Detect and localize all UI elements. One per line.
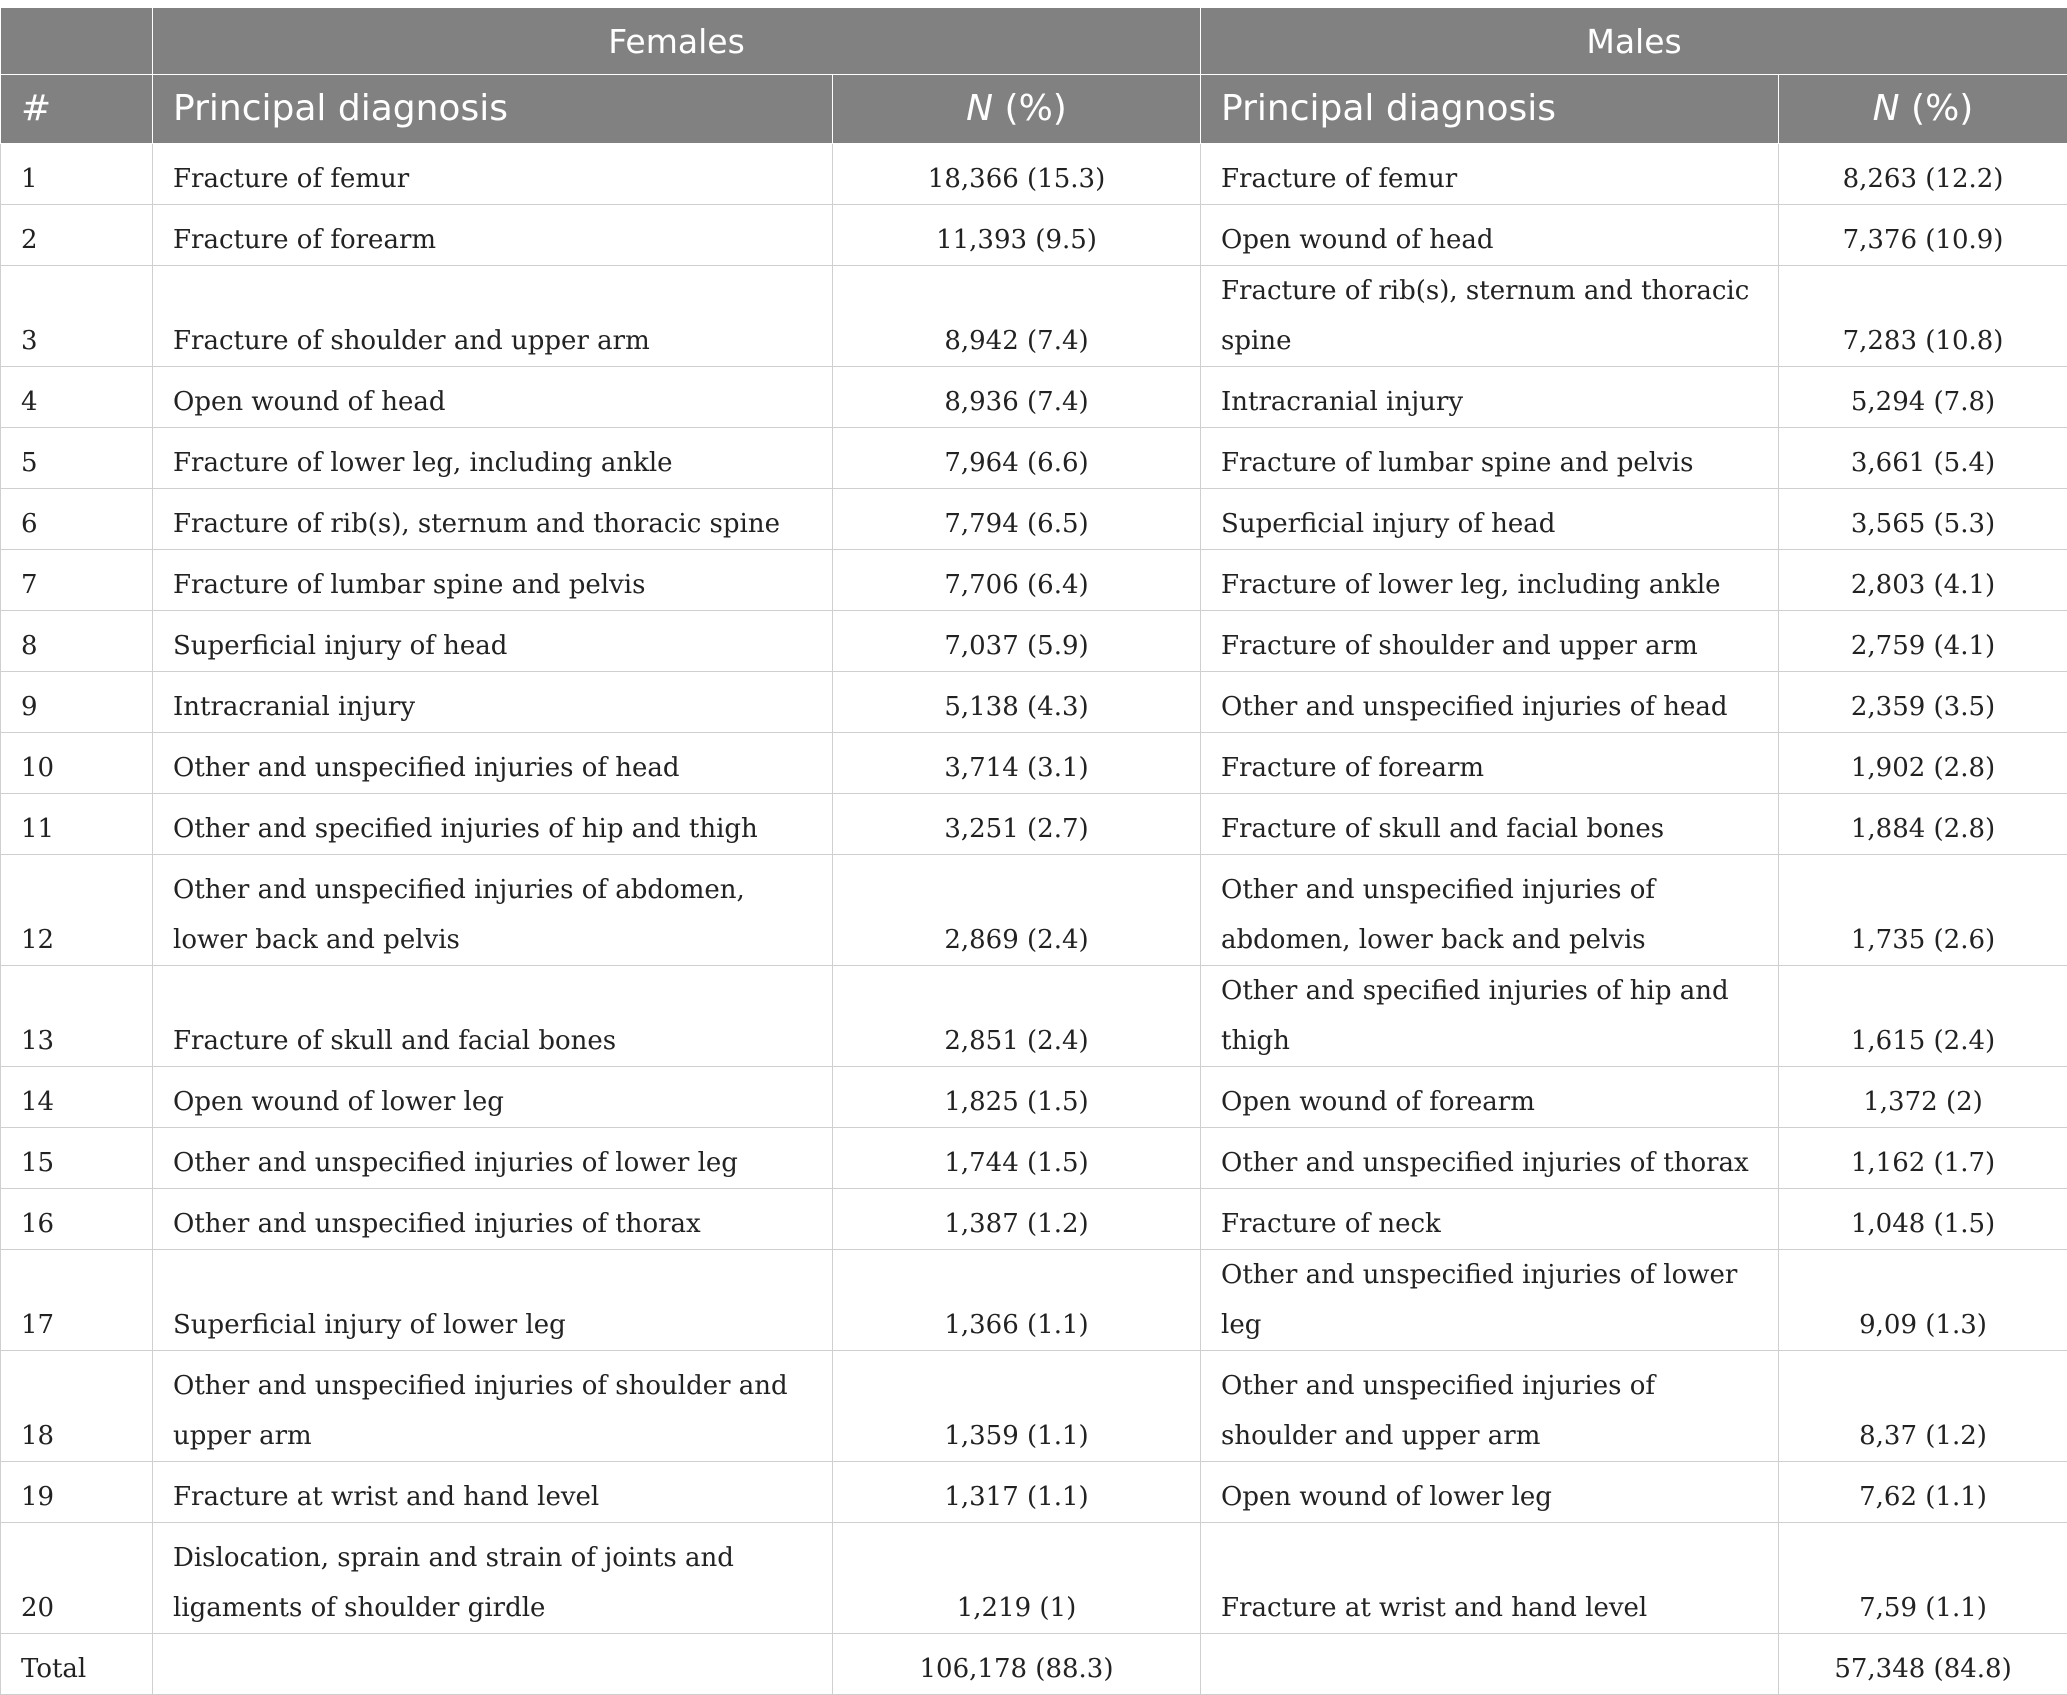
table-row	[1, 1128, 2067, 1189]
total-female-count: 106,178 (88.3)	[833, 1634, 1201, 1695]
table-row	[1, 489, 2067, 550]
female-diagnosis: Other and specified injuries of hip and thigh	[153, 794, 833, 855]
table-row	[1, 794, 2067, 855]
table-row	[1, 550, 2067, 611]
male-count: 3,565 (5.3)	[1779, 489, 2067, 550]
male-diagnosis: Fracture of shoulder and upper arm	[1201, 611, 1779, 672]
female-count: 11,393 (9.5)	[833, 205, 1201, 266]
male-count: 1,735 (2.6)	[1779, 855, 2067, 966]
male-diagnosis: Other and unspecified injuries of abdomen, lower back and pelvis	[1201, 855, 1779, 966]
female-diagnosis: Other and unspecified injuries of shoulder and upper arm	[153, 1351, 833, 1462]
female-diagnosis: Other and unspecified injuries of abdomen, lower back and pelvis	[153, 855, 833, 966]
row-index: 3	[1, 266, 153, 367]
total-male-count: 57,348 (84.8)	[1779, 1634, 2067, 1695]
table-row	[1, 733, 2067, 794]
header-index: #	[1, 75, 153, 144]
female-diagnosis: Other and unspecified injuries of head	[153, 733, 833, 794]
male-diagnosis: Fracture of neck	[1201, 1189, 1779, 1250]
male-diagnosis: Other and unspecified injuries of shoulder and upper arm	[1201, 1351, 1779, 1462]
header-male-n	[1779, 75, 2067, 144]
table-row	[1, 1189, 2067, 1250]
row-index: 13	[1, 966, 153, 1067]
female-diagnosis: Superficial injury of lower leg	[153, 1250, 833, 1351]
female-count: 2,851 (2.4)	[833, 966, 1201, 1067]
female-diagnosis: Other and unspecified injuries of lower leg	[153, 1128, 833, 1189]
header-males: Males	[1201, 8, 2067, 75]
female-diagnosis: Fracture of rib(s), sternum and thoracic spine	[153, 489, 833, 550]
table-row	[1, 205, 2067, 266]
male-diagnosis: Other and specified injuries of hip and thigh	[1201, 966, 1779, 1067]
female-diagnosis: Fracture of lumbar spine and pelvis	[153, 550, 833, 611]
table-body	[1, 144, 2067, 1695]
male-count: 3,661 (5.4)	[1779, 428, 2067, 489]
male-count: 5,294 (7.8)	[1779, 367, 2067, 428]
male-diagnosis: Intracranial injury	[1201, 367, 1779, 428]
male-count: 9,09 (1.3)	[1779, 1250, 2067, 1351]
male-diagnosis: Open wound of forearm	[1201, 1067, 1779, 1128]
male-count: 1,615 (2.4)	[1779, 966, 2067, 1067]
table-row	[1, 144, 2067, 205]
male-diagnosis: Fracture of lower leg, including ankle	[1201, 550, 1779, 611]
female-diagnosis: Open wound of head	[153, 367, 833, 428]
row-index: 17	[1, 1250, 153, 1351]
group-header-row	[1, 8, 2067, 75]
table-row	[1, 672, 2067, 733]
female-count: 2,869 (2.4)	[833, 855, 1201, 966]
column-header-row	[1, 75, 2067, 144]
header-female-diagnosis: Principal diagnosis	[153, 75, 833, 144]
male-count: 1,902 (2.8)	[1779, 733, 2067, 794]
male-count: 2,759 (4.1)	[1779, 611, 2067, 672]
row-index: 9	[1, 672, 153, 733]
male-diagnosis: Fracture of forearm	[1201, 733, 1779, 794]
header-male-diagnosis: Principal diagnosis	[1201, 75, 1779, 144]
total-label: Total	[1, 1634, 153, 1695]
table-row	[1, 1067, 2067, 1128]
female-count: 7,964 (6.6)	[833, 428, 1201, 489]
header-n-pct: (%)	[1900, 88, 1974, 129]
male-count: 1,162 (1.7)	[1779, 1128, 2067, 1189]
male-count: 1,372 (2)	[1779, 1067, 2067, 1128]
row-index: 6	[1, 489, 153, 550]
row-index: 16	[1, 1189, 153, 1250]
female-count: 5,138 (4.3)	[833, 672, 1201, 733]
female-count: 3,714 (3.1)	[833, 733, 1201, 794]
male-count: 8,37 (1.2)	[1779, 1351, 2067, 1462]
female-diagnosis: Superficial injury of head	[153, 611, 833, 672]
female-diagnosis: Fracture of forearm	[153, 205, 833, 266]
female-count: 3,251 (2.7)	[833, 794, 1201, 855]
table-row	[1, 1351, 2067, 1462]
header-females: Females	[153, 8, 1201, 75]
male-diagnosis: Other and unspecified injuries of head	[1201, 672, 1779, 733]
female-diagnosis: Fracture of lower leg, including ankle	[153, 428, 833, 489]
table-row	[1, 855, 2067, 966]
female-count: 18,366 (15.3)	[833, 144, 1201, 205]
row-index: 8	[1, 611, 153, 672]
female-diagnosis: Fracture of shoulder and upper arm	[153, 266, 833, 367]
male-diagnosis: Other and unspecified injuries of thorax	[1201, 1128, 1779, 1189]
row-index: 20	[1, 1523, 153, 1634]
male-count: 7,376 (10.9)	[1779, 205, 2067, 266]
header-n-letter: N	[1873, 88, 1900, 129]
row-index: 2	[1, 205, 153, 266]
female-diagnosis: Fracture of skull and facial bones	[153, 966, 833, 1067]
female-count: 7,037 (5.9)	[833, 611, 1201, 672]
total-row	[1, 1634, 2067, 1695]
table-row	[1, 1462, 2067, 1523]
female-diagnosis: Fracture of femur	[153, 144, 833, 205]
header-n-letter: N	[966, 88, 993, 129]
male-count: 2,803 (4.1)	[1779, 550, 2067, 611]
row-index: 12	[1, 855, 153, 966]
female-count: 1,744 (1.5)	[833, 1128, 1201, 1189]
row-index: 18	[1, 1351, 153, 1462]
row-index: 4	[1, 367, 153, 428]
male-count: 8,263 (12.2)	[1779, 144, 2067, 205]
female-count: 7,706 (6.4)	[833, 550, 1201, 611]
female-count: 1,387 (1.2)	[833, 1189, 1201, 1250]
table-row	[1, 611, 2067, 672]
female-count: 7,794 (6.5)	[833, 489, 1201, 550]
table-row	[1, 1523, 2067, 1634]
row-index: 7	[1, 550, 153, 611]
male-diagnosis: Fracture of femur	[1201, 144, 1779, 205]
female-count: 8,936 (7.4)	[833, 367, 1201, 428]
male-diagnosis: Fracture of skull and facial bones	[1201, 794, 1779, 855]
female-count: 1,359 (1.1)	[833, 1351, 1201, 1462]
header-female-n	[833, 75, 1201, 144]
row-index: 14	[1, 1067, 153, 1128]
row-index: 10	[1, 733, 153, 794]
female-count: 1,317 (1.1)	[833, 1462, 1201, 1523]
table-row	[1, 266, 2067, 367]
female-count: 1,366 (1.1)	[833, 1250, 1201, 1351]
female-diagnosis: Other and unspecified injuries of thorax	[153, 1189, 833, 1250]
row-index: 15	[1, 1128, 153, 1189]
row-index: 11	[1, 794, 153, 855]
total-female-empty	[153, 1634, 833, 1695]
male-diagnosis: Fracture of lumbar spine and pelvis	[1201, 428, 1779, 489]
diagnosis-table	[0, 8, 2067, 1695]
row-index: 1	[1, 144, 153, 205]
table-row	[1, 367, 2067, 428]
header-empty-cell	[1, 8, 153, 75]
total-male-empty	[1201, 1634, 1779, 1695]
header-n-pct: (%)	[993, 88, 1067, 129]
female-count: 1,825 (1.5)	[833, 1067, 1201, 1128]
female-diagnosis: Fracture at wrist and hand level	[153, 1462, 833, 1523]
female-count: 8,942 (7.4)	[833, 266, 1201, 367]
male-count: 2,359 (3.5)	[1779, 672, 2067, 733]
table-row	[1, 428, 2067, 489]
male-count: 7,62 (1.1)	[1779, 1462, 2067, 1523]
female-diagnosis: Intracranial injury	[153, 672, 833, 733]
male-diagnosis: Fracture of rib(s), sternum and thoracic spine	[1201, 266, 1779, 367]
male-count: 7,283 (10.8)	[1779, 266, 2067, 367]
row-index: 5	[1, 428, 153, 489]
male-diagnosis: Open wound of lower leg	[1201, 1462, 1779, 1523]
row-index: 19	[1, 1462, 153, 1523]
male-diagnosis: Other and unspecified injuries of lower leg	[1201, 1250, 1779, 1351]
female-diagnosis: Dislocation, sprain and strain of joints and ligaments of shoulder girdle	[153, 1523, 833, 1634]
female-count: 1,219 (1)	[833, 1523, 1201, 1634]
male-count: 7,59 (1.1)	[1779, 1523, 2067, 1634]
male-count: 1,884 (2.8)	[1779, 794, 2067, 855]
male-diagnosis: Fracture at wrist and hand level	[1201, 1523, 1779, 1634]
male-diagnosis: Open wound of head	[1201, 205, 1779, 266]
female-diagnosis: Open wound of lower leg	[153, 1067, 833, 1128]
table-row	[1, 1250, 2067, 1351]
table-row	[1, 966, 2067, 1067]
male-count: 1,048 (1.5)	[1779, 1189, 2067, 1250]
male-diagnosis: Superficial injury of head	[1201, 489, 1779, 550]
